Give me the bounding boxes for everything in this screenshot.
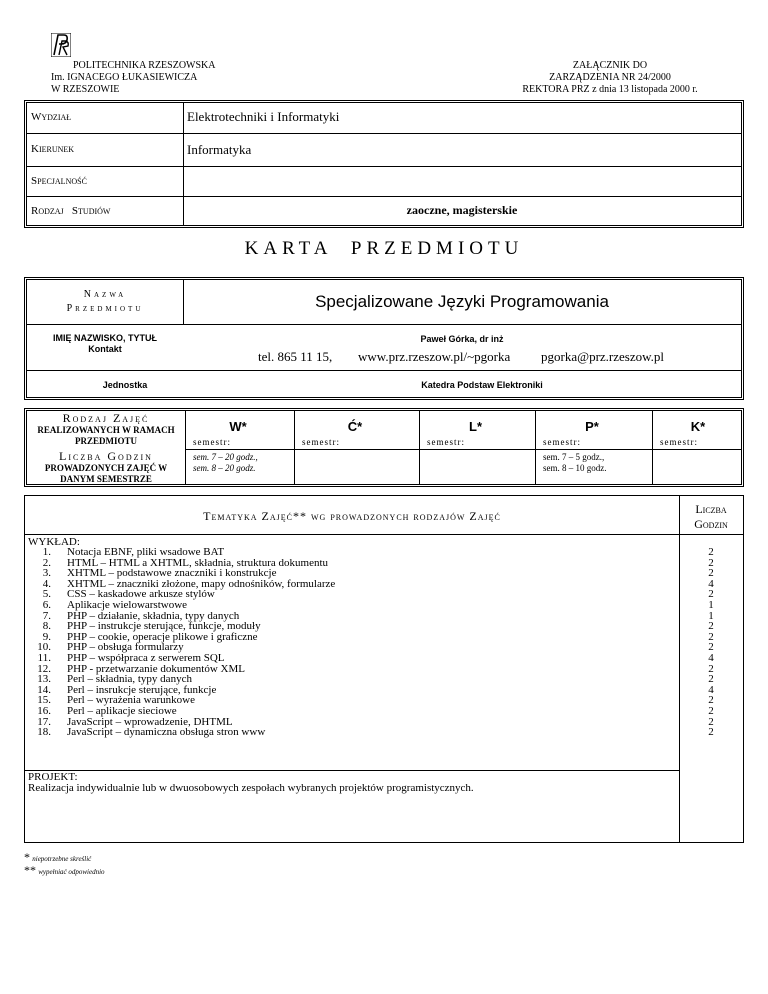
lecture-topics-list: [25, 547, 335, 738]
topics-heading: Tematyka Zajęć** wg prowadzonych rodzajów Zajęć: [203, 509, 501, 523]
topic-hours: 4: [708, 651, 714, 664]
topic-text: PHP – obsługa formularzy: [67, 641, 184, 654]
topic-number: 14.: [37, 683, 51, 696]
topic-number: 8.: [42, 620, 51, 633]
university-name: POLITECHNIKA RZESZOWSKA Im. IGNACEGO ŁUKASIEWICZA W RZESZOWIE: [51, 60, 216, 95]
topic-text: JavaScript – wprowadzenie, DHTML: [67, 715, 233, 728]
topic-number: 5.: [42, 588, 51, 601]
topic-number: 2.: [42, 556, 51, 569]
topic-number: 9.: [42, 630, 51, 643]
topic-hours: 2: [708, 662, 714, 675]
kierunek-value: Informatyka: [187, 142, 252, 157]
topic-number: 13.: [37, 673, 51, 686]
lecture-hours-list: [679, 547, 743, 738]
topic-number: 4.: [42, 577, 51, 590]
project-text: Realizacja indywidualnie lub w dwuosobowych zespołach wybranych projektów programistycznych.: [28, 782, 474, 794]
subject-table: [24, 277, 744, 400]
topic-text: Perl – wyrażenia warunkowe: [67, 694, 195, 707]
topic-hours: 2: [708, 546, 714, 558]
topic-text: Notacja EBNF, pliki wsadowe BAT: [67, 546, 225, 558]
specjalnosc-label: Specjalność: [31, 175, 87, 187]
topic-text: Perl – składnia, typy danych: [67, 673, 192, 686]
topic-hours: 2: [708, 673, 714, 686]
topic-hours: 1: [708, 598, 714, 611]
unit-label: Jednostka: [102, 380, 148, 390]
topic-hours: 2: [708, 556, 714, 569]
class-type-hours: sem. 7 – 5 godz., sem. 8 – 10 godz.: [543, 452, 607, 473]
wydzial-value: Elektrotechniki i Informatyki: [187, 109, 340, 124]
kierunek-label: Kierunek: [31, 143, 75, 155]
class-type-code: W*: [229, 419, 247, 434]
topic-hours: 4: [708, 577, 714, 590]
hours-heading: Liczba Godzin: [694, 502, 728, 531]
topic-text: Perl – insrukcje sterujące, funkcje: [67, 683, 217, 696]
class-type-code: Ć*: [347, 419, 363, 434]
website-link[interactable]: www.prz.rzeszow.pl/~pgorka: [358, 349, 511, 364]
person-label: IMIĘ NAZWISKO, TYTUŁ Kontakt: [53, 333, 157, 354]
page-title: KARTA PRZEDMIOTU: [244, 238, 524, 259]
class-type-column: [185, 411, 291, 487]
class-type-column: [294, 411, 416, 487]
class-type-column: [652, 411, 744, 487]
topic-number: 3.: [42, 567, 51, 580]
topic-hours: 2: [708, 588, 714, 601]
class-type-semester: semestr:: [543, 437, 581, 447]
topic-hours: 2: [708, 715, 714, 728]
topic-text: PHP – cookie, operacje plikowe i graficzne: [67, 630, 258, 643]
topics-table: [24, 495, 744, 843]
topic-text: CSS – kaskadowe arkusze stylów: [67, 588, 215, 601]
wydzial-label: Wydział: [31, 111, 72, 123]
class-type-code: L*: [469, 419, 482, 434]
topic-number: 6.: [42, 598, 51, 611]
rodzaj-studiow-value: zaoczne, magisterskie: [406, 203, 518, 217]
class-type-semester: semestr:: [427, 437, 465, 447]
class-type-semester: semestr:: [193, 437, 231, 447]
topic-text: PHP – instrukcje sterujące, funkcje, moduły: [67, 620, 261, 633]
class-type-column: [419, 411, 532, 487]
topic-number: 17.: [37, 715, 51, 728]
class-type-code: P*: [585, 419, 599, 434]
topic-text: XHTML – znaczniki złożone, mapy odnośników, formularze: [67, 577, 336, 590]
class-type-column: [535, 411, 649, 487]
topic-number: 1.: [42, 546, 51, 558]
topic-hours: 2: [708, 630, 714, 643]
topic-number: 12.: [37, 662, 51, 675]
topic-hours: 2: [708, 620, 714, 633]
email-link[interactable]: pgorka@prz.rzeszow.pl: [541, 349, 665, 364]
subject-name-label: Nazwa Przedmiotu: [66, 289, 144, 314]
rodzaj-studiow-label: Rodzaj Studiów: [31, 205, 111, 217]
topic-text: PHP – współpraca z serwerem SQL: [67, 651, 225, 664]
class-type-semester: semestr:: [660, 437, 698, 447]
topic-hours: 2: [708, 641, 714, 654]
topic-text: Aplikacje wielowarstwowe: [67, 598, 188, 611]
topic-number: 7.: [42, 609, 51, 622]
topic-text: HTML – HTML a XHTML, składnia, struktura dokumentu: [67, 556, 329, 569]
topic-hours: 2: [708, 694, 714, 707]
topic-number: 15.: [37, 694, 51, 707]
unit-value: Katedra Podstaw Elektroniki: [421, 380, 543, 390]
class-type-code: K*: [690, 419, 706, 434]
lecture-label: WYKŁAD:: [28, 536, 80, 548]
topic-hours: 1: [708, 609, 714, 622]
topic-number: 16.: [37, 704, 51, 717]
footnote-2: ** wypełniać odpowiednio: [24, 863, 105, 877]
topic-number: 18.: [37, 726, 51, 739]
project-label: PROJEKT:: [28, 771, 78, 783]
footnote-1: * niepotrzebne skreślić: [24, 850, 92, 864]
topic-text: Perl – aplikacje sieciowe: [67, 704, 177, 717]
phone-number: tel. 865 11 15,: [258, 349, 333, 364]
topic-text: PHP - przetwarzanie dokumentów XML: [67, 662, 245, 675]
subject-name-value: Specjalizowane Języki Programowania: [315, 292, 609, 311]
topic-hours: 4: [708, 683, 714, 696]
topic-hours: 2: [708, 704, 714, 717]
class-type-hours: sem. 7 – 20 godz., sem. 8 – 20 godz.: [193, 452, 258, 473]
classes-label: Rodzaj Zajęć REALIZOWANYCH W RAMACH PRZEDMIOTU Liczba Godzin PROWADZONYCH ZAJĘĆ W DANYM SEMESTRZE: [37, 411, 175, 484]
person-value: Paweł Górka, dr inż: [420, 334, 504, 344]
topic-text: XHTML – podstawowe znaczniki i konstrukcje: [67, 567, 277, 580]
annex-reference: ZAŁĄCZNIK DO ZARZĄDZENIA NR 24/2000 REKTORA PRZ z dnia 13 listopada 2000 r.: [522, 60, 698, 95]
topic-text: PHP – działanie, składnia, typy danych: [67, 609, 240, 622]
university-logo: [51, 33, 71, 57]
topic-hours: 2: [708, 726, 714, 739]
topic-number: 10.: [37, 641, 51, 654]
topic-text: JavaScript – dynamiczna obsługa stron www: [67, 726, 266, 739]
classes-table: [24, 408, 744, 487]
class-type-semester: semestr:: [302, 437, 340, 447]
topic-hours: 2: [708, 567, 714, 580]
topic-item: [25, 727, 335, 738]
topic-number: 11.: [37, 651, 51, 664]
program-info-table: [24, 100, 744, 228]
